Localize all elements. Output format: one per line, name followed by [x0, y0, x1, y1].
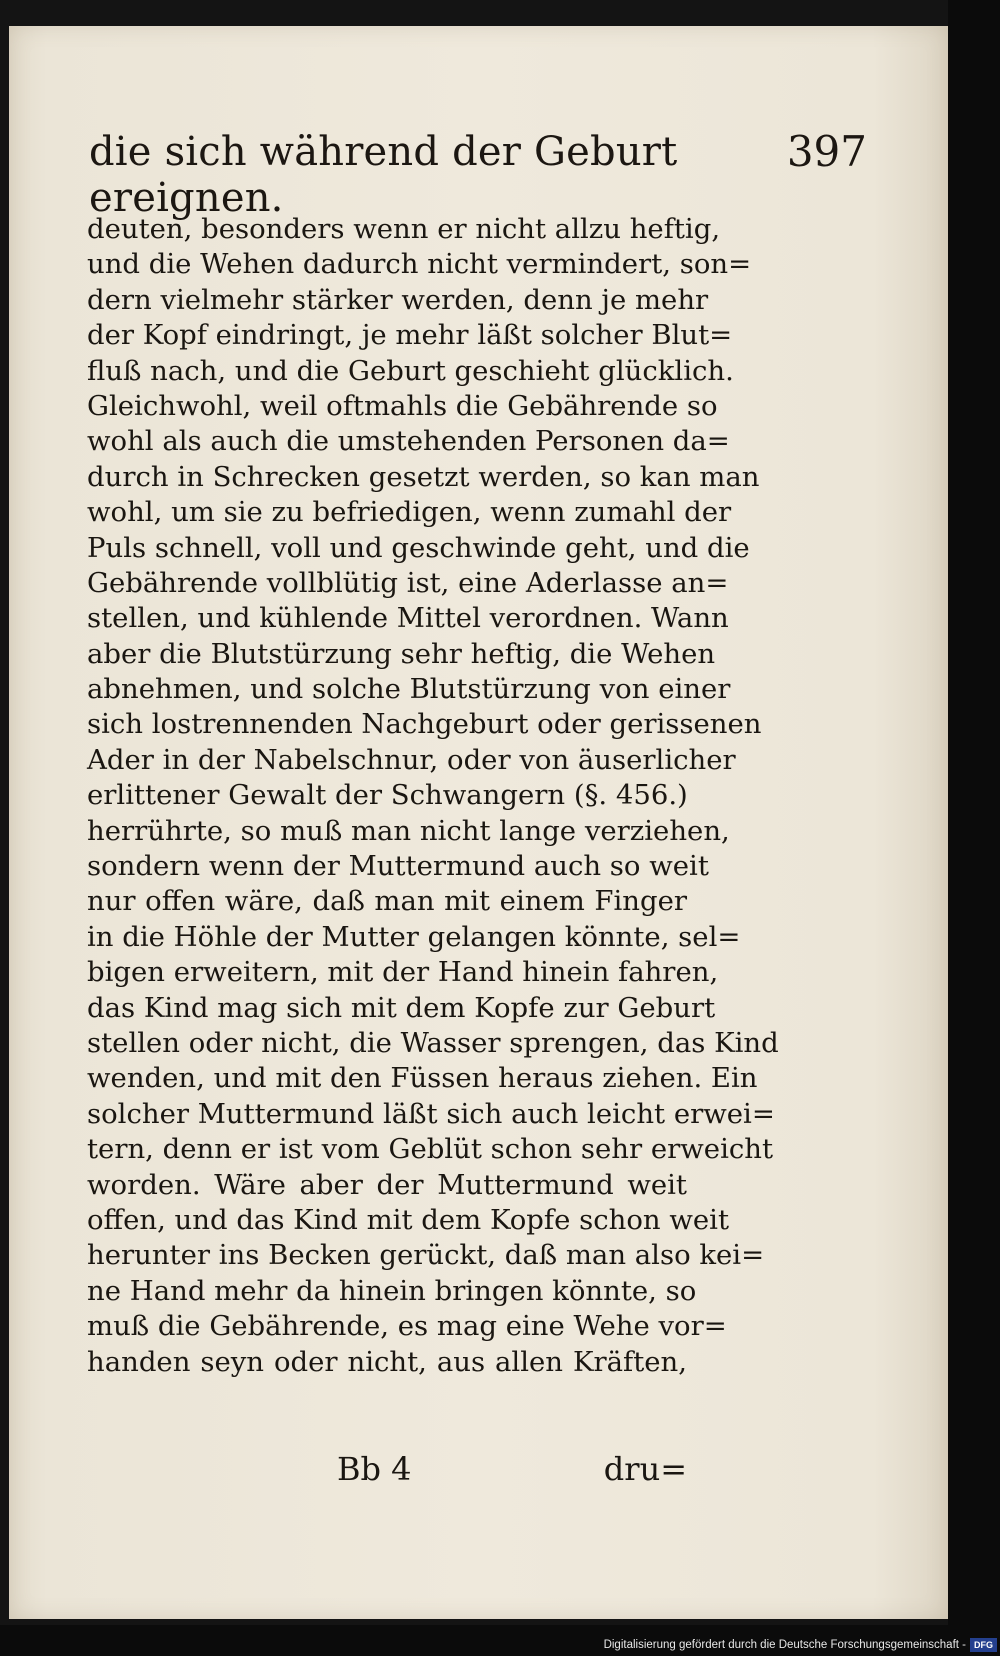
text-line: das Kind mag sich mit dem Kopfe zur Geburt	[87, 991, 716, 1024]
running-head-title: die sich während der Geburt ereignen.	[89, 129, 678, 221]
book-page	[9, 26, 948, 1619]
text-line: worden. Wäre aber der Muttermund weit	[87, 1168, 687, 1201]
dfg-logo: DFG	[970, 1638, 997, 1652]
text-line: Puls schnell, voll und geschwinde geht, und die	[87, 531, 750, 564]
text-line: herunter ins Becken gerückt, daß man also kei=	[87, 1239, 765, 1272]
body-text	[87, 212, 779, 1380]
funding-notice: Digitalisierung gefördert durch die Deutsche Forschungsgemeinschaft -	[603, 1639, 966, 1651]
text-line: solcher Muttermund läßt sich auch leicht erwei=	[87, 1097, 775, 1130]
text-line: bigen erweitern, mit der Hand hinein fahren,	[87, 956, 719, 989]
text-line: und die Wehen dadurch nicht vermindert, son=	[87, 248, 752, 281]
text-line: offen, und das Kind mit dem Kopfe schon weit	[87, 1203, 729, 1236]
text-line: wohl als auch die umstehenden Personen da=	[87, 425, 730, 458]
running-head	[77, 127, 867, 221]
text-line: aber die Blutstürzung sehr heftig, die Wehen	[87, 637, 716, 670]
text-line: tern, denn er ist vom Geblüt schon sehr erweicht	[87, 1133, 774, 1166]
text-line: Gleichwohl, weil oftmahls die Gebährende so	[87, 389, 718, 422]
text-line: herrührte, so muß man nicht lange verziehen,	[87, 814, 730, 847]
text-line: handen seyn oder nicht, aus allen Kräften,	[87, 1345, 687, 1378]
page-footer	[87, 1450, 687, 1490]
funding-bar	[600, 1635, 1000, 1655]
catchword: dru=	[603, 1450, 687, 1488]
text-line: wohl, um sie zu befriedigen, wenn zumahl der	[87, 496, 732, 529]
text-line: wenden, und mit den Füssen heraus ziehen. Ein	[87, 1062, 758, 1095]
text-line: ne Hand mehr da hinein bringen könnte, so	[87, 1274, 697, 1307]
text-line: in die Höhle der Mutter gelangen könnte, sel=	[87, 920, 741, 953]
text-line: stellen oder nicht, die Wasser sprengen, das Kind	[87, 1026, 779, 1059]
text-line: dern vielmehr stärker werden, denn je mehr	[87, 283, 709, 316]
text-line: sondern wenn der Muttermund auch so weit	[87, 850, 709, 883]
text-line: erlittener Gewalt der Schwangern (§. 456.)	[87, 779, 688, 812]
page-number: 397	[786, 127, 867, 176]
text-line: muß die Gebährende, es mag eine Wehe vor=	[87, 1310, 727, 1343]
text-line: fluß nach, und die Geburt geschieht glücklich.	[87, 354, 734, 387]
text-line: durch in Schrecken gesetzt werden, so kan man	[87, 460, 760, 493]
text-line: abnehmen, und solche Blutstürzung von einer	[87, 673, 731, 706]
text-line: nur offen wäre, daß man mit einem Finger	[87, 885, 687, 918]
text-line: der Kopf eindringt, je mehr läßt solcher Blut=	[87, 319, 733, 352]
signature-mark: Bb 4	[337, 1450, 412, 1488]
text-line: sich lostrennenden Nachgeburt oder gerissenen	[87, 708, 762, 741]
text-line: deuten, besonders wenn er nicht allzu heftig,	[87, 213, 721, 245]
text-line: stellen, und kühlende Mittel verordnen. Wann	[87, 602, 729, 635]
text-line: Gebährende vollblütig ist, eine Aderlasse an=	[87, 566, 729, 599]
text-line: Ader in der Nabelschnur, oder von äuserlicher	[87, 743, 736, 776]
